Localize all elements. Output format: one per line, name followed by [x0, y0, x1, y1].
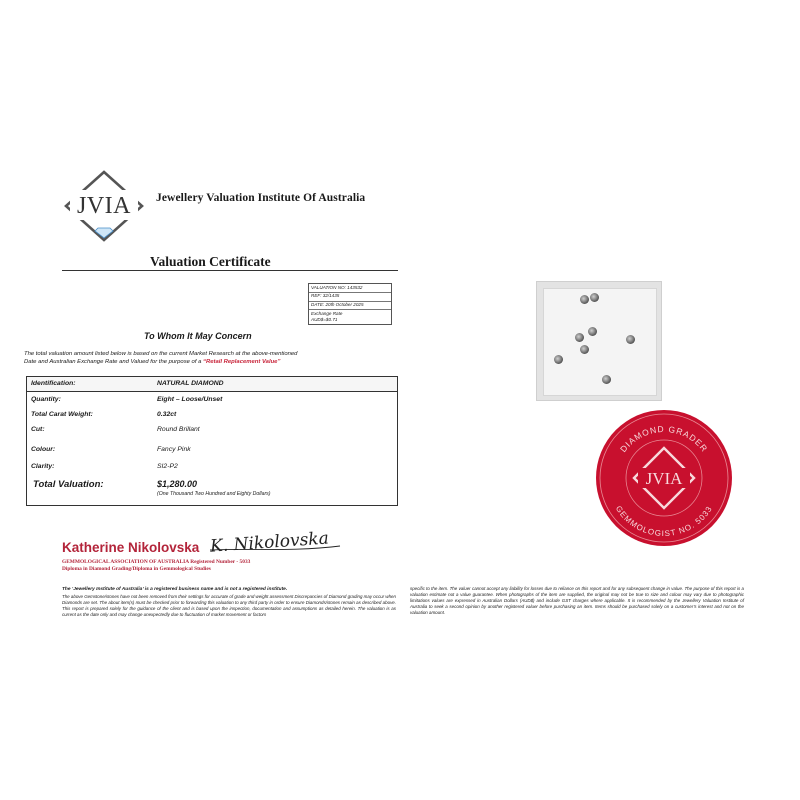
logo-text: JVIA [77, 193, 131, 219]
valuation-number: VALUATION NO: 143532 [309, 284, 391, 293]
intro-line-2: Date and Australian Exchange Rate and Valued for the purpose of a [24, 358, 202, 365]
clarity-value: SI2-P2 [157, 463, 178, 470]
exchange-label: Exchange Rate [311, 310, 343, 316]
diamond-image [580, 295, 589, 304]
signature [204, 522, 344, 562]
salutation: To Whom It May Concern [144, 331, 252, 341]
diamond-image [554, 355, 563, 364]
identification-value: NATURAL DIAMOND [157, 380, 224, 387]
clarity-label: Clarity: [31, 463, 55, 470]
diamond-image [602, 375, 611, 384]
seal-logo-text: JVIA [645, 469, 683, 488]
diamond-image [580, 345, 589, 354]
total-in-words: (One Thousand Two Hundred and Eighty Dollars) [157, 491, 271, 497]
diamond-image [575, 333, 584, 342]
title-divider [62, 270, 398, 271]
valuation-info-box [308, 283, 392, 325]
cut-value: Round Brillant [157, 426, 200, 433]
seal-bottom-text: GEMMOLOGIST NO. 5033 [613, 504, 715, 539]
quantity-label: Quantity: [31, 396, 61, 403]
footer-left-text: The above Gemstone/stones have not been removed from their settings for accurate of grade and weight assessment Discrepancies of Diamond grading may occur when Diamonds are set. The about item(s) must be checked prior to forwarding this valuation to any third party in order to ensure Diamonds/stones remain as described above. This report is prepared solely for the guidance of the client and is based upon the inspection, documentation and assumptions as detailed herein. The valuation is as current as the date only and may change unexpectedly due to fluctuation of market movement or factors [62, 593, 396, 617]
footer-disclaimer-right: specific to the item. The valuer cannot accept any liability for losses due to reliance on this report and for any subsequent change in value. The purpose of this report is a valuation estimate not a value guarantee. When photographs of the item are supplied, the original may not be true to size and colour may vary due to photographic limitations values are expressed in Australian Dollars (AUD$) and include GST charges where applicable. It is recommended by the Jewellery Valuation Institute of Australia to seek a second opinion by another registered valuer before purchasing an item. Items should be purchased solely on a customer’s interest and not on the valuation amount. [410, 586, 744, 616]
seal-top-text: DIAMOND GRADER [618, 423, 710, 455]
colour-value: Fancy Pink [157, 446, 191, 453]
exchange-rate [309, 310, 391, 324]
identification-label: Identification: [31, 380, 76, 387]
exchange-value: AUD$=$0.71 [311, 317, 338, 323]
carat-value: 0.32ct [157, 411, 177, 418]
diamond-icon [95, 228, 113, 238]
signer-name: Katherine Nikolovska [62, 540, 200, 555]
cut-label: Cut: [31, 426, 45, 433]
jvia-logo [64, 170, 144, 242]
intro-line-1: The total valuation amount listed below is based on the current Market Research at the above-mentioned [24, 351, 298, 357]
institute-name: Jewellery Valuation Institute Of Australia [156, 192, 366, 204]
association: GEMMOLOGICAL ASSOCIATION OF AUSTRALIA Registered Number - 5033 [62, 559, 251, 565]
details-table [26, 376, 398, 506]
colour-label: Colour: [31, 446, 56, 453]
diamond-photo [536, 281, 662, 401]
footer-disclaimer-left [62, 586, 396, 618]
table-row [27, 377, 397, 392]
diamond-image [588, 327, 597, 336]
total-label: Total Valuation: [33, 479, 104, 490]
valuation-date: DATE: 20th October 2025 [309, 302, 391, 311]
diamond-image [590, 293, 599, 302]
signature-text: K. Nikolovska [209, 528, 330, 557]
photo-tray [543, 288, 657, 396]
quantity-value: Eight – Loose/Unset [157, 396, 223, 403]
footer-bold: The ‘Jewellery Institute of Australia’ is a registered business name and is not a registered institute. [62, 587, 288, 592]
reference: REF: 32/1435 [309, 293, 391, 302]
total-value: $1,280.00 [157, 479, 198, 489]
retail-replacement-value: “Retail Replacement Value” [203, 358, 281, 365]
certificate-title: Valuation Certificate [150, 254, 271, 269]
diamond-grader-seal [594, 408, 734, 548]
diploma: Diploma in Diamond Grading/Diploma in Gemmological Studies [62, 566, 211, 572]
diamond-image [626, 335, 635, 344]
carat-label: Total Carat Weight: [31, 411, 93, 418]
intro-text [24, 351, 396, 367]
